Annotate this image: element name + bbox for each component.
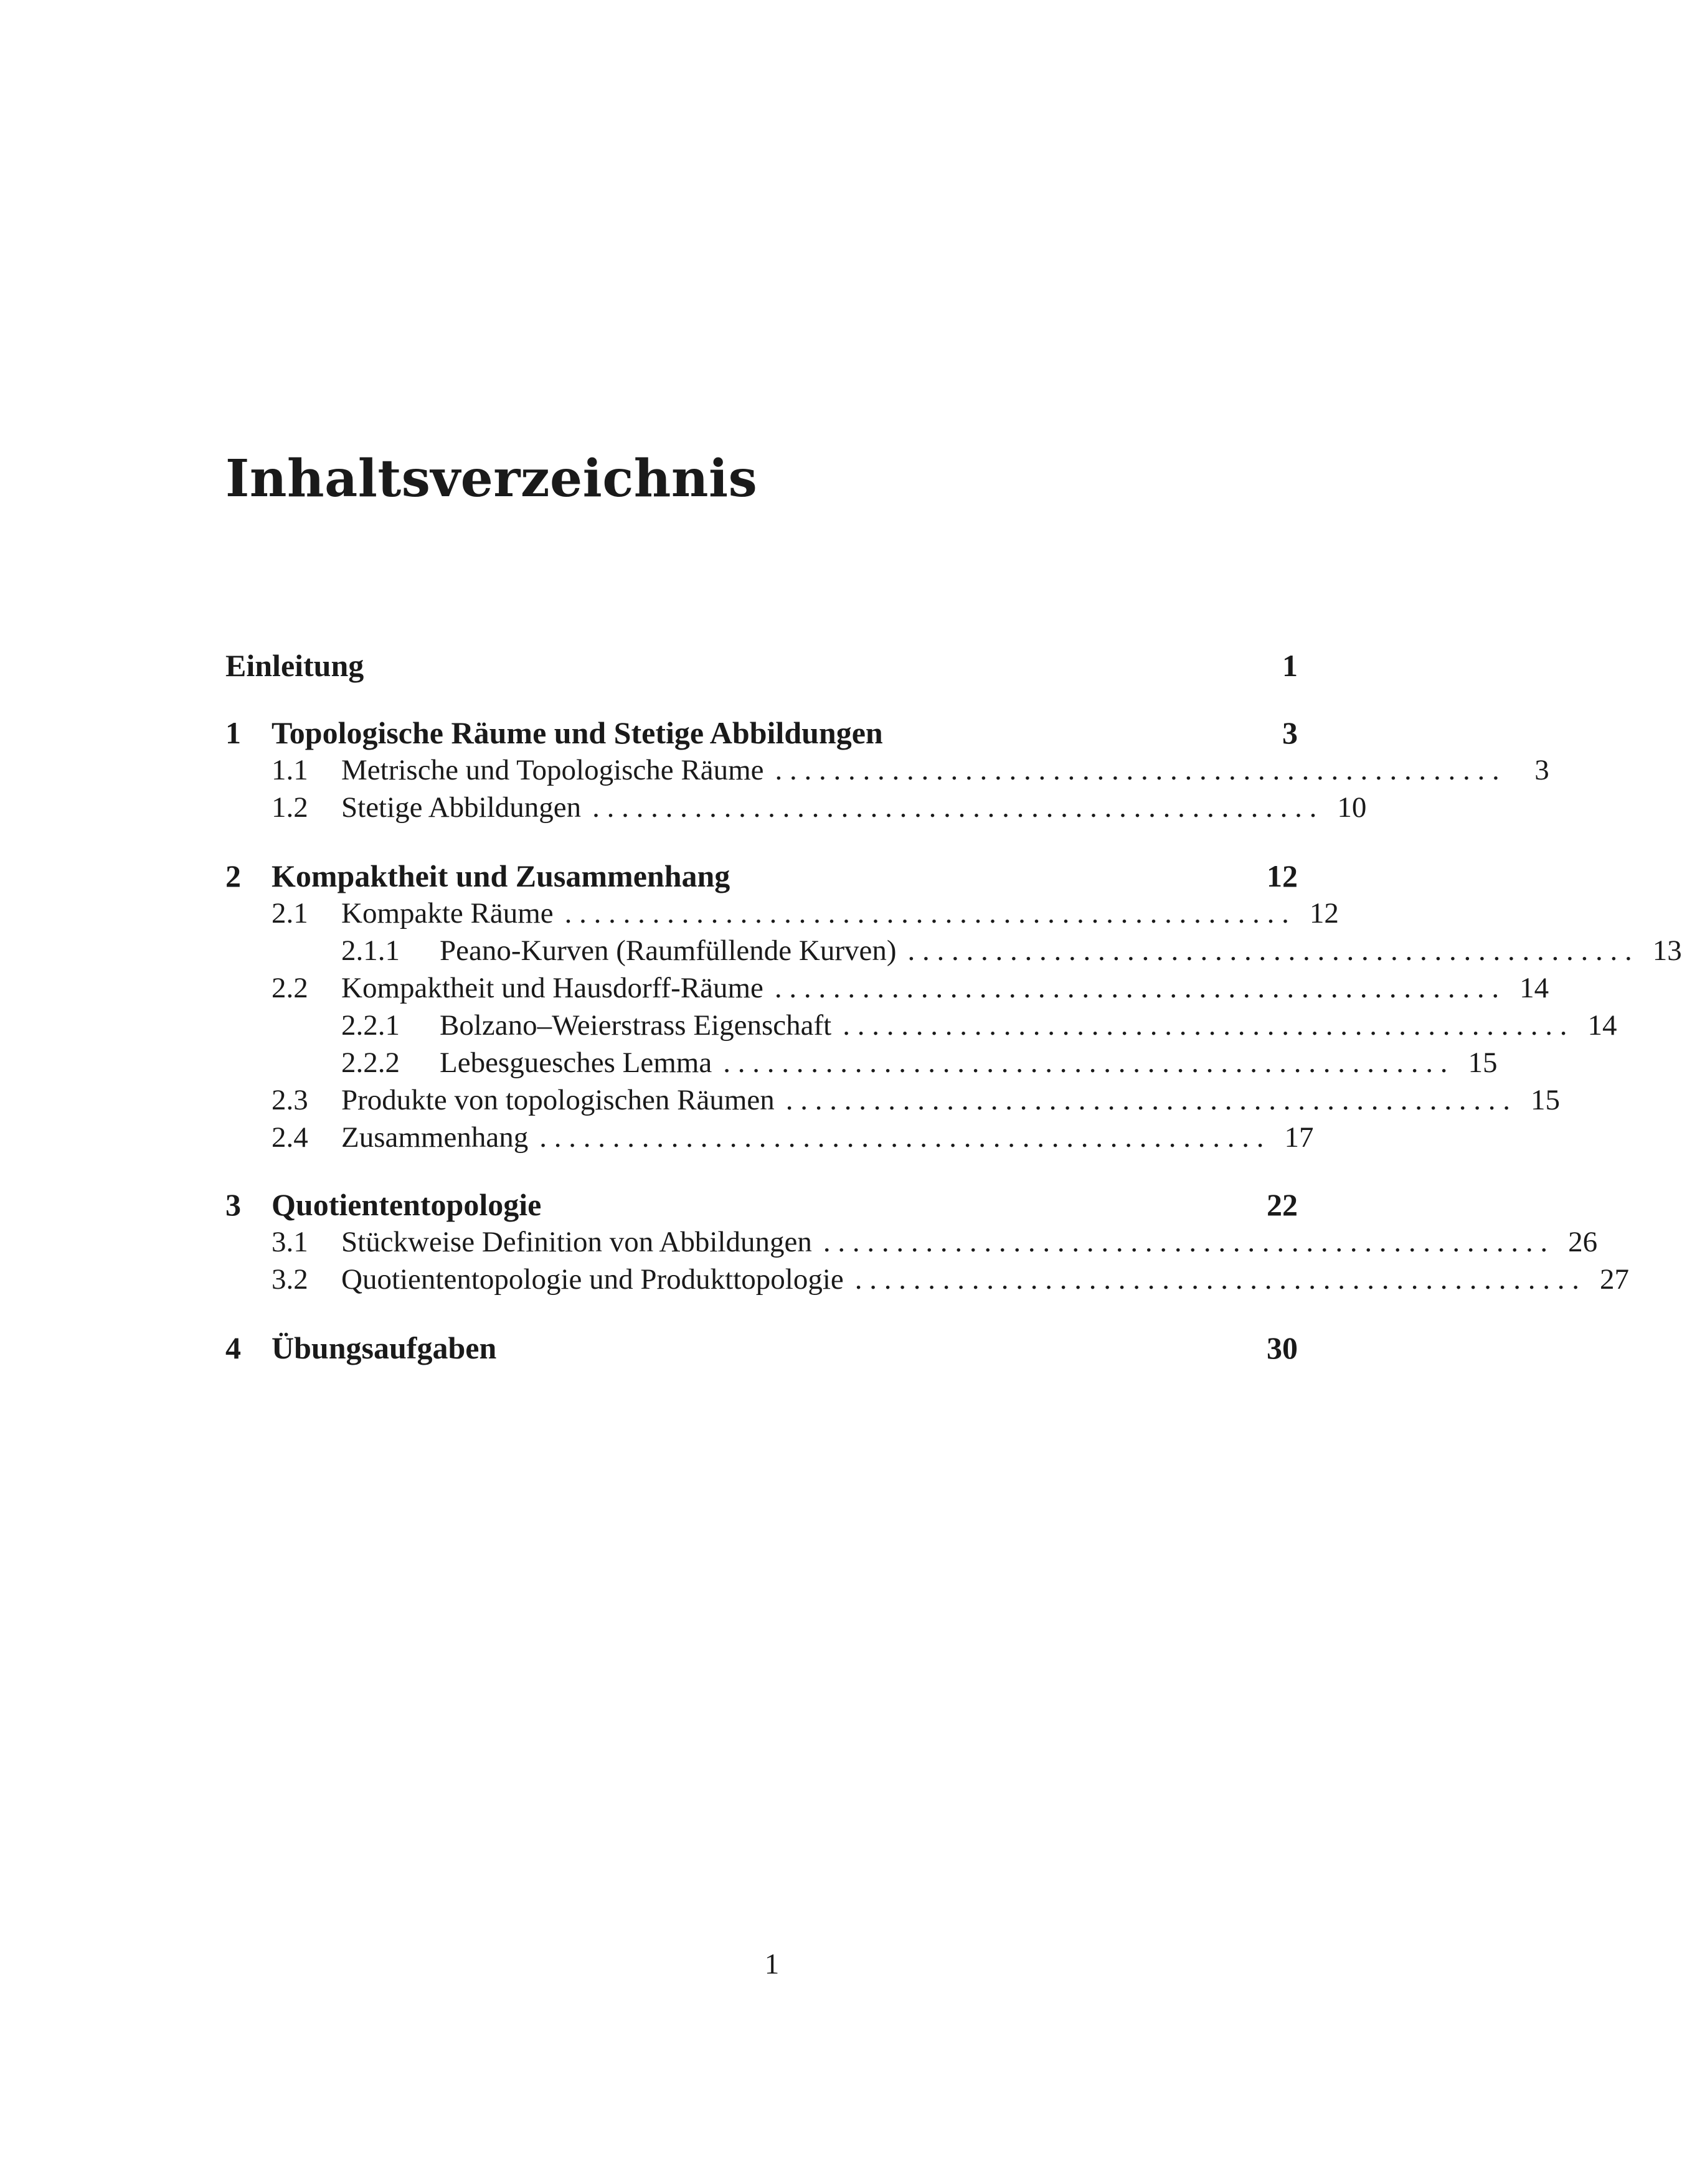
toc-page-ref: 15 xyxy=(1531,1084,1561,1116)
toc-dot-leader: . . . . . . . . . . . . . . . . . . . . . . . . . . . . . . . . . . . . . . . . . . . . . . . . . . xyxy=(823,1226,1548,1258)
toc-page-ref: 3 xyxy=(1534,754,1549,786)
page-title: Inhaltsverzeichnis xyxy=(225,449,758,509)
toc-label: Stetige Abbildungen xyxy=(341,791,582,824)
toc-page-ref: 30 xyxy=(1267,1330,1298,1365)
toc-label: Einleitung xyxy=(225,648,364,683)
toc-label: Topologische Räume und Stetige Abbildungen xyxy=(272,715,883,750)
toc-page-ref: 17 xyxy=(1284,1121,1314,1154)
toc-dot-leader: . . . . . . . . . . . . . . . . . . . . . . . . . . . . . . . . . . . . . . . . . . . . . . . . . . xyxy=(907,934,1632,967)
toc-label: Kompaktheit und Hausdorff-Räume xyxy=(341,972,763,1004)
toc-number: 4 xyxy=(225,1330,241,1365)
toc-entry-subsection-2-1-1[interactable] xyxy=(225,934,1682,971)
toc-entry-subsection-2-2-1[interactable] xyxy=(225,1009,1617,1046)
toc-entry-section-3-1[interactable] xyxy=(225,1225,1598,1263)
toc-number: 2.2.2 xyxy=(341,1047,400,1079)
toc-entry-subsection-2-2-2[interactable] xyxy=(225,1046,1498,1083)
toc-label: Zusammenhang xyxy=(341,1121,529,1154)
toc-entry-section-2-4[interactable] xyxy=(225,1121,1314,1158)
toc-number: 2.1.1 xyxy=(341,934,400,967)
toc-label: Produkte von topologischen Räumen xyxy=(341,1084,775,1116)
toc-label: Übungsaufgaben xyxy=(272,1330,497,1365)
toc-number: 2.4 xyxy=(272,1121,308,1154)
toc-entry-section-1-1[interactable] xyxy=(225,753,1549,791)
toc-number: 3 xyxy=(225,1187,241,1222)
toc-number: 2.2.1 xyxy=(341,1009,400,1042)
toc-number: 1.1 xyxy=(272,754,308,786)
toc-entry-chapter-4[interactable] xyxy=(225,1330,1298,1367)
toc-dot-leader: . . . . . . . . . . . . . . . . . . . . . . . . . . . . . . . . . . . . . . . . . . . . . . . . . . xyxy=(539,1121,1264,1154)
toc-entry-chapter-2[interactable] xyxy=(225,858,1298,895)
toc-entry-chapter-1[interactable] xyxy=(225,715,1298,752)
toc-label: Bolzano–Weierstrass Eigenschaft xyxy=(440,1009,832,1042)
toc-entry-section-2-2[interactable] xyxy=(225,971,1549,1009)
toc-number: 2.2 xyxy=(272,972,308,1004)
toc-entry-section-2-3[interactable] xyxy=(225,1083,1561,1121)
toc-page-ref: 1 xyxy=(1282,648,1298,683)
toc-label: Lebesguesches Lemma xyxy=(440,1047,712,1079)
toc-label: Metrische und Topologische Räume xyxy=(341,754,764,786)
toc-number: 2 xyxy=(225,859,241,893)
toc-dot-leader: . . . . . . . . . . . . . . . . . . . . . . . . . . . . . . . . . . . . . . . . . . . . . . . . . . xyxy=(843,1009,1567,1042)
toc-number: 3.2 xyxy=(272,1263,308,1296)
toc-number: 3.1 xyxy=(272,1226,308,1258)
toc-dot-leader: . . . . . . . . . . . . . . . . . . . . . . . . . . . . . . . . . . . . . . . . . . . . . . . . . . xyxy=(723,1047,1448,1079)
toc-number: 2.3 xyxy=(272,1084,308,1116)
toc-page-ref: 13 xyxy=(1652,934,1682,967)
toc-number: 2.1 xyxy=(272,897,308,930)
toc-label: Kompaktheit und Zusammenhang xyxy=(272,859,730,893)
toc-page-ref: 3 xyxy=(1282,715,1298,750)
toc-dot-leader: . . . . . . . . . . . . . . . . . . . . . . . . . . . . . . . . . . . . . . . . . . . . . . . . . . xyxy=(564,897,1289,930)
toc-dot-leader: . . . . . . . . . . . . . . . . . . . . . . . . . . . . . . . . . . . . . . . . . . . . . . . . . . xyxy=(774,972,1500,1004)
toc-page-ref: 26 xyxy=(1568,1226,1598,1258)
toc-page-ref: 15 xyxy=(1468,1047,1498,1079)
toc-page-ref: 14 xyxy=(1587,1009,1617,1042)
toc-page-ref: 22 xyxy=(1267,1187,1298,1222)
toc-page-ref: 27 xyxy=(1600,1263,1630,1296)
toc-page-ref: 12 xyxy=(1309,897,1339,930)
toc-dot-leader: . . . . . . . . . . . . . . . . . . . . . . . . . . . . . . . . . . . . . . . . . . . . . . . . . . xyxy=(785,1084,1511,1116)
toc-page-ref: 14 xyxy=(1519,972,1549,1004)
toc-dot-leader: . . . . . . . . . . . . . . . . . . . . . . . . . . . . . . . . . . . . . . . . . . . . . . . . . . xyxy=(592,791,1317,824)
toc-entry-section-1-2[interactable] xyxy=(225,791,1367,828)
toc-label: Peano-Kurven (Raumfüllende Kurven) xyxy=(440,934,897,967)
toc-number: 1.2 xyxy=(272,791,308,824)
toc-entry-chapter-3[interactable] xyxy=(225,1187,1298,1224)
toc-label: Quotiententopologie xyxy=(272,1187,542,1222)
toc-entry-section-2-1[interactable] xyxy=(225,897,1339,934)
toc-dot-leader: . . . . . . . . . . . . . . . . . . . . . . . . . . . . . . . . . . . . . . . . . . . . . . . . . . xyxy=(775,754,1500,786)
toc-label: Stückweise Definition von Abbildungen xyxy=(341,1226,812,1258)
toc-dot-leader: . . . . . . . . . . . . . . . . . . . . . . . . . . . . . . . . . . . . . . . . . . . . . . . . . . xyxy=(854,1263,1580,1296)
toc-page-ref: 10 xyxy=(1337,791,1367,824)
toc-entry-einleitung[interactable] xyxy=(225,647,1298,685)
toc-entry-section-3-2[interactable] xyxy=(225,1263,1630,1300)
toc-page-ref: 12 xyxy=(1267,859,1298,893)
page-number: 1 xyxy=(764,1948,780,1980)
toc-label: Kompakte Räume xyxy=(341,897,554,930)
toc-label: Quotiententopologie und Produkttopologie xyxy=(341,1263,844,1296)
toc-number: 1 xyxy=(225,715,241,750)
